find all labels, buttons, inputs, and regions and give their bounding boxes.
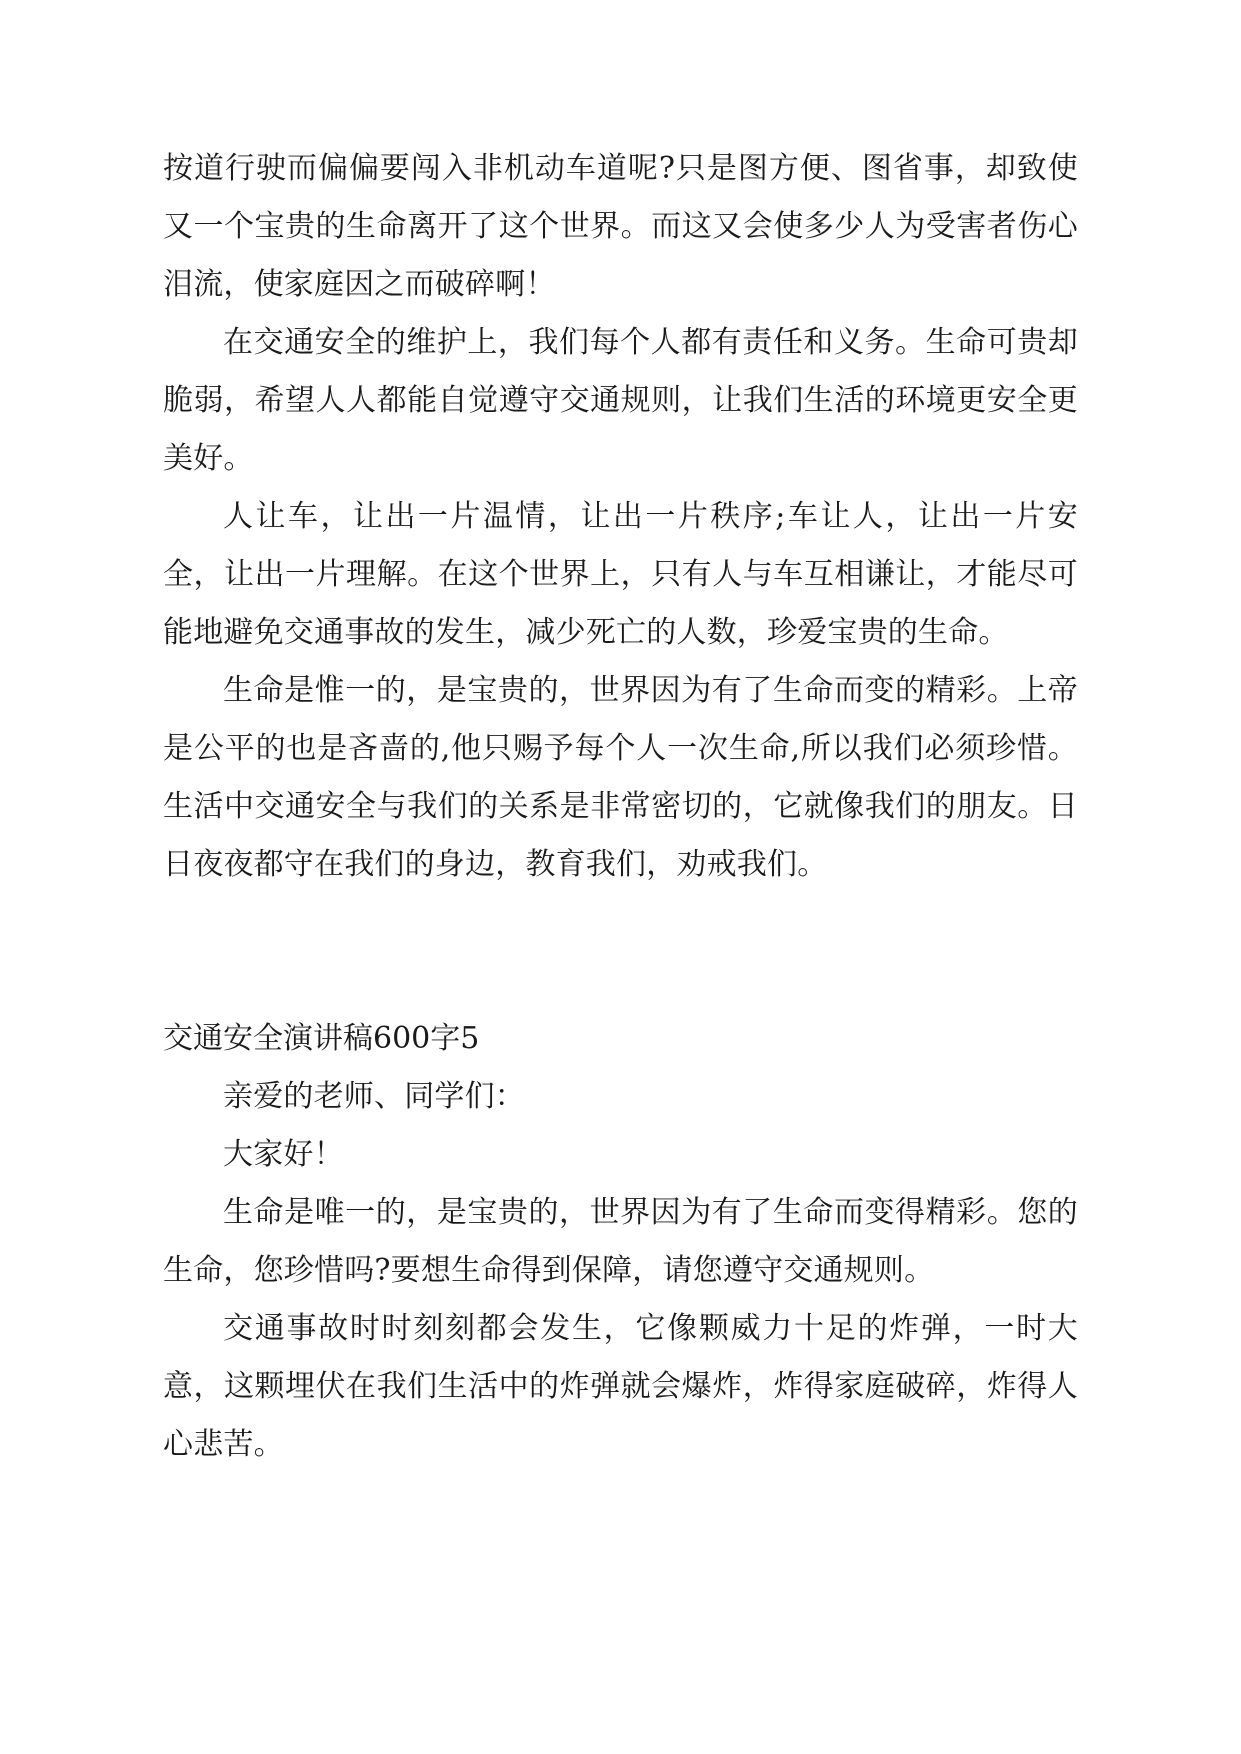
paragraph-responsibility: 在交通安全的维护上，我们每个人都有责任和义务。生命可贵却脆弱，希望人人都能自觉遵守交通规则，让我们生活的环境更安全更美好。 (163, 325, 1078, 476)
paragraph-yielding: 人让车，让出一片温情，让出一片秩序;车让人，让出一片安全，让出一片理解。在这个世界上，只有人与车互相谦让，才能尽可能地避免交通事故的发生，减少死亡的人数，珍爱宝贵的生命。 (163, 499, 1078, 650)
section-heading: 交通安全演讲稿600字5 (163, 1021, 480, 1056)
paragraph-life-value: 生命是惟一的，是宝贵的，世界因为有了生命而变的精彩。上帝是公平的也是吝啬的,他只赐予每个人一次生命,所以我们必须珍惜。生活中交通安全与我们的关系是非常密切的，它就像我们的朋友。日日夜夜都守在我们的身边，教育我们，劝戒我们。 (163, 673, 1078, 882)
section-spacer (163, 894, 1078, 1010)
paragraph-continuation: 按道行驶而偏偏要闯入非机动车道呢?只是图方便、图省事，却致使又一个宝贵的生命离开了这个世界。而这又会使多少人为受害者伤心泪流，使家庭因之而破碎啊！ (163, 151, 1078, 302)
paragraph-salutation: 亲爱的老师、同学们： (223, 1079, 525, 1114)
document-body (163, 140, 1078, 1474)
paragraph-greeting: 大家好！ (223, 1137, 344, 1172)
paragraph-life-unique: 生命是唯一的，是宝贵的，世界因为有了生命而变得精彩。您的生命，您珍惜吗?要想生命得到保障，请您遵守交通规则。 (163, 1195, 1078, 1288)
paragraph-accident-bomb: 交通事故时时刻刻都会发生，它像颗威力十足的炸弹，一时大意，这颗埋伏在我们生活中的炸弹就会爆炸，炸得家庭破碎，炸得人心悲苦。 (163, 1311, 1078, 1462)
